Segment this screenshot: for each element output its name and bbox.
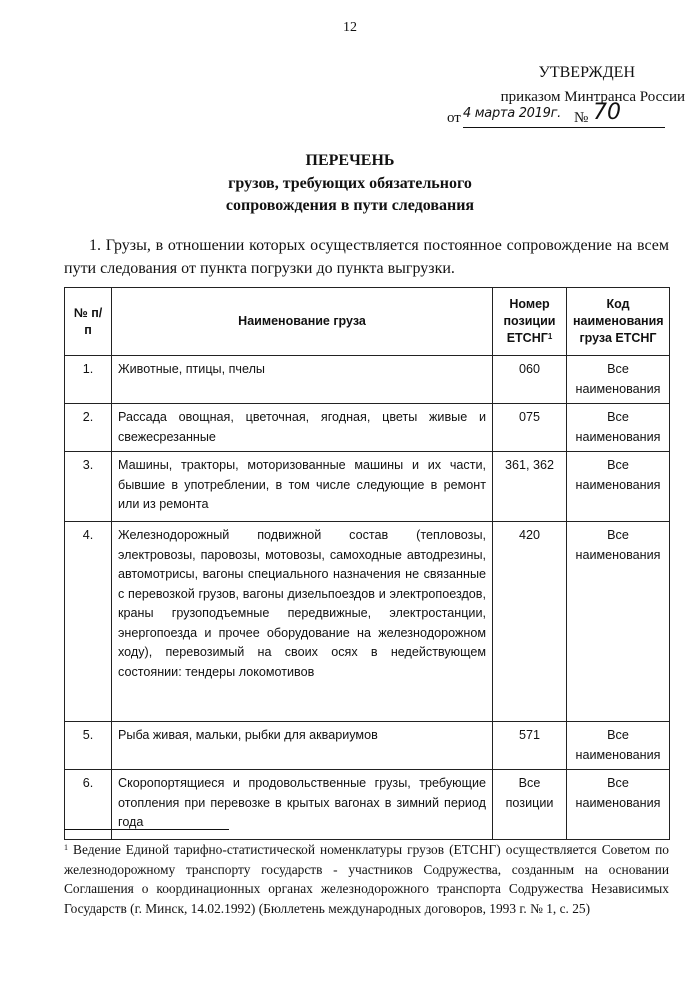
row-code: Все наименования bbox=[567, 522, 670, 722]
handwritten-date: 4 марта 2019г. bbox=[463, 106, 561, 121]
row-name: Скоропортящиеся и продовольственные грузы, требующие отопления при перевозке в крытых вагонах в зимний период года bbox=[112, 770, 493, 840]
header-name: Наименование груза bbox=[112, 288, 493, 356]
header-num: № п/п bbox=[65, 288, 112, 356]
table-row bbox=[65, 356, 670, 404]
document-title: ПЕРЕЧЕНЬ bbox=[305, 152, 395, 169]
row-name: Животные, птицы, пчелы bbox=[112, 356, 493, 404]
row-name: Железнодорожный подвижной состав (тепловозы, электровозы, паровозы, мотовозы, самоходные автодрезины, автомотрисы, вагоны специального назначения не связанные с перевозкой грузов, вагоны дизельпоездов и электропоездов, краны грузоподъемные передвижные, электростанции, энергопоезда и прочее оборудование на железнодорожном ходу), перевозимый на своих осях в недействующем состоянии: тендеры локомотивов bbox=[112, 522, 493, 722]
footnote-text: Ведение Единой тарифно-статистической номенклатуры грузов (ЕТСНГ) осуществляется Советом по железнодорожному транспорту государств - участников Содружества, созданным на основании Соглашения о координационных органах железнодорожного транспорта Содружества Независимых Государств (г. Минск, 14.02.1992) (Бюллетень международных договоров, 1993 г. № 1, с. 25) bbox=[64, 842, 669, 916]
table-row bbox=[65, 722, 670, 770]
footnote-marker: 1 bbox=[547, 332, 553, 341]
footnote-number: 1 bbox=[64, 843, 68, 852]
handwritten-order-number: 70 bbox=[593, 100, 621, 125]
document-subtitle-line2: сопровождения в пути следования bbox=[225, 197, 475, 214]
row-num: 6. bbox=[65, 770, 112, 840]
row-position: 060 bbox=[493, 356, 567, 404]
row-num: 3. bbox=[65, 452, 112, 522]
header-code: Код наименования груза ЕТСНГ bbox=[567, 288, 670, 356]
approval-date-line bbox=[447, 100, 665, 130]
row-name: Рыба живая, мальки, рыбки для аквариумов bbox=[112, 722, 493, 770]
footnote-separator bbox=[64, 829, 229, 830]
row-position: Все позиции bbox=[493, 770, 567, 840]
row-num: 4. bbox=[65, 522, 112, 722]
footnote bbox=[64, 840, 669, 918]
row-position: 075 bbox=[493, 404, 567, 452]
page-number: 12 bbox=[343, 20, 357, 35]
row-name: Рассада овощная, цветочная, ягодная, цветы живые и свежесрезанные bbox=[112, 404, 493, 452]
header-position: Номер позиции ЕТСНГ$^1$ bbox=[493, 288, 567, 356]
row-position: 571 bbox=[493, 722, 567, 770]
number-sign: № bbox=[574, 110, 589, 126]
approval-authority: приказом Минтранса России bbox=[500, 89, 685, 105]
cargo-table bbox=[64, 287, 670, 840]
row-name: Машины, тракторы, моторизованные машины и их части, бывшие в употреблении, в том числе следующие в ремонт или из ремонта bbox=[112, 452, 493, 522]
approval-title: УТВЕРЖДЕН bbox=[538, 64, 635, 81]
row-num: 5. bbox=[65, 722, 112, 770]
signature-underline bbox=[463, 127, 665, 128]
row-num: 2. bbox=[65, 404, 112, 452]
table-header-row bbox=[65, 288, 670, 356]
row-code: Все наименования bbox=[567, 404, 670, 452]
row-code: Все наименования bbox=[567, 722, 670, 770]
date-prefix: от bbox=[447, 110, 461, 126]
row-code: Все наименования bbox=[567, 770, 670, 840]
document-subtitle-line1: грузов, требующих обязательного bbox=[228, 175, 472, 192]
table-row bbox=[65, 404, 670, 452]
row-num: 1. bbox=[65, 356, 112, 404]
row-code: Все наименования bbox=[567, 452, 670, 522]
intro-paragraph: 1. Грузы, в отношении которых осуществляется постоянное сопровождение на всем пути следования от пункта погрузки до пункта выгрузки. bbox=[64, 237, 669, 277]
row-position: 420 bbox=[493, 522, 567, 722]
table-row bbox=[65, 452, 670, 522]
row-code: Все наименования bbox=[567, 356, 670, 404]
row-position: 361, 362 bbox=[493, 452, 567, 522]
table-row bbox=[65, 522, 670, 722]
